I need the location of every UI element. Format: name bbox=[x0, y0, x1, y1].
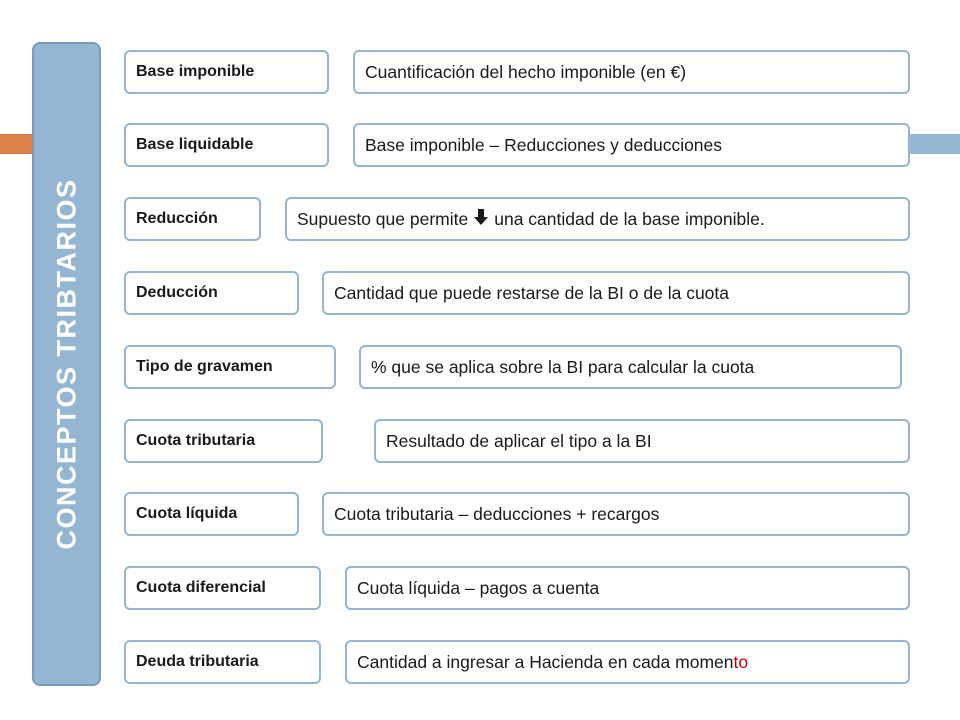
definition-reduccion-start: Supuesto que permite bbox=[297, 208, 469, 229]
term-reduccion: Reducción bbox=[124, 197, 261, 241]
definition-reduccion bbox=[285, 197, 910, 241]
term-base-liquidable: Base liquidable bbox=[124, 123, 329, 167]
term-base-imponible: Base imponible bbox=[124, 50, 329, 94]
accent-bar-left bbox=[0, 134, 34, 154]
term-deduccion: Deducción bbox=[124, 271, 299, 315]
term-cuota-diferencial: Cuota diferencial bbox=[124, 566, 321, 610]
definition-deduccion: Cantidad que puede restarse de la BI o de la cuota bbox=[322, 271, 910, 315]
arrow-down-icon bbox=[474, 209, 488, 230]
definition-cuota-tributaria: Resultado de aplicar el tipo a la BI bbox=[374, 419, 910, 463]
definition-deuda-tributaria-main: Cantidad a ingresar a Hacienda en cada momen bbox=[357, 651, 734, 672]
definition-reduccion-end: una cantidad de la base imponible. bbox=[494, 208, 765, 229]
definition-deuda-tributaria bbox=[345, 640, 910, 684]
term-cuota-liquida: Cuota líquida bbox=[124, 492, 299, 536]
side-title: CONCEPTOS TRIBTARIOS bbox=[51, 178, 82, 550]
accent-bar-right bbox=[910, 134, 960, 154]
definition-cuota-diferencial: Cuota líquida – pagos a cuenta bbox=[345, 566, 910, 610]
definition-deuda-tributaria-highlight: to bbox=[733, 651, 749, 672]
term-tipo-de-gravamen: Tipo de gravamen bbox=[124, 345, 336, 389]
definition-cuota-liquida: Cuota tributaria – deducciones + recargos bbox=[322, 492, 910, 536]
definition-base-liquidable: Base imponible – Reducciones y deducciones bbox=[353, 123, 910, 167]
term-deuda-tributaria: Deuda tributaria bbox=[124, 640, 321, 684]
definition-tipo-de-gravamen: % que se aplica sobre la BI para calcular la cuota bbox=[359, 345, 902, 389]
term-cuota-tributaria: Cuota tributaria bbox=[124, 419, 323, 463]
definition-base-imponible: Cuantificación del hecho imponible (en €) bbox=[353, 50, 910, 94]
